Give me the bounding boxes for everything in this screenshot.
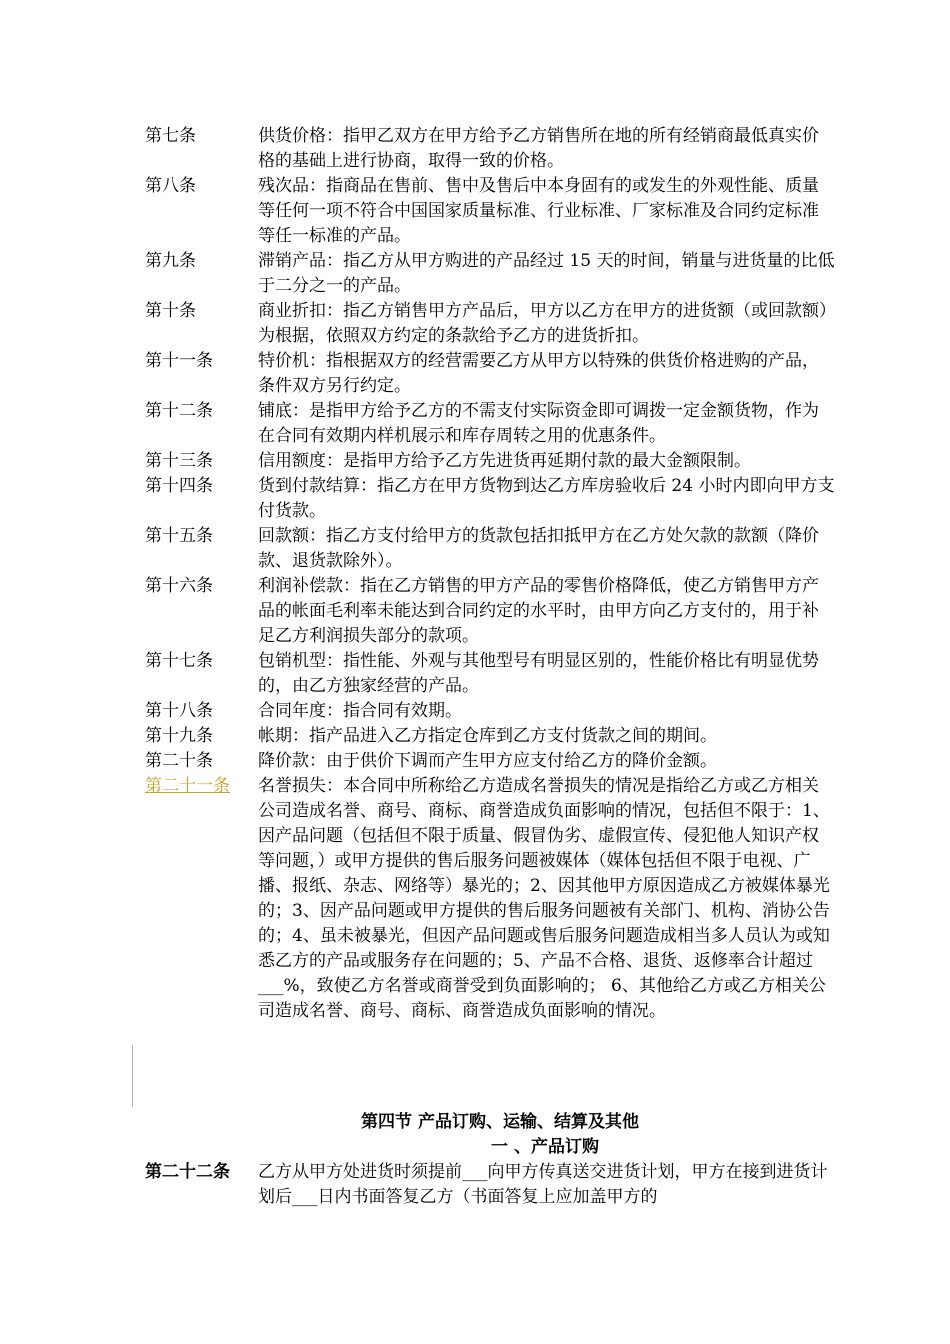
article-text: 乙方从甲方处进货时须提前___向甲方传真送交进货计划，甲方在接到进货计划后___日内书面答复乙方（书面答复上应加盖甲方的 — [258, 1162, 828, 1207]
article-text: 货到付款结算：指乙方在甲方货物到达乙方库房验收后 24 小时内即向甲方支付货款。 — [258, 476, 835, 521]
article-number: 第二十条 — [145, 751, 213, 771]
article-17 — [145, 649, 835, 699]
article-9 — [145, 249, 835, 299]
article-text: 滞销产品：指乙方从甲方购进的产品经过 15 天的时间，销量与进货量的比低于二分之一的产品。 — [258, 251, 835, 296]
article-7 — [145, 124, 835, 174]
article-number: 第八条 — [145, 176, 196, 196]
article-text: 降价款：由于供价下调而产生甲方应支付给乙方的降价金额。 — [258, 751, 717, 771]
article-8 — [145, 174, 835, 249]
article-11 — [145, 349, 835, 399]
section-four — [145, 1110, 835, 1210]
article-number: 第十五条 — [145, 526, 213, 546]
article-13 — [145, 449, 835, 474]
definitions-list — [145, 124, 835, 1024]
article-text: 回款额：指乙方支付给甲方的货款包括扣抵甲方在乙方处欠款的款额（降价款、退货款除外）。 — [258, 526, 819, 571]
article-22 — [145, 1160, 835, 1210]
article-21 — [145, 774, 835, 1024]
article-text: 铺底：是指甲方给予乙方的不需支付实际资金即可调拨一定金额货物，作为在合同有效期内样机展示和库存周转之用的优惠条件。 — [258, 401, 819, 446]
article-text: 帐期：指产品进入乙方指定仓库到乙方支付货款之间的期间。 — [258, 726, 717, 746]
article-18 — [145, 699, 835, 724]
article-number: 第十条 — [145, 301, 196, 321]
article-number-highlighted: 第二十一条 — [145, 776, 230, 796]
article-number: 第十四条 — [145, 476, 213, 496]
section-subtitle: 一 、产品订购 — [491, 1137, 599, 1157]
article-12 — [145, 399, 835, 449]
article-number: 第十三条 — [145, 451, 213, 471]
article-text: 商业折扣：指乙方销售甲方产品后，甲方以乙方在甲方的进货额（或回款额）为根据，依照双方约定的条款给予乙方的进货折扣。 — [258, 301, 828, 346]
article-text: 特价机：指根据双方的经营需要乙方从甲方以特殊的供货价格进购的产品，条件双方另行约定。 — [258, 351, 819, 396]
article-text: 合同年度：指合同有效期。 — [258, 701, 462, 721]
article-20 — [145, 749, 835, 774]
article-16 — [145, 574, 835, 649]
article-number: 第十二条 — [145, 401, 213, 421]
article-number: 第十八条 — [145, 701, 213, 721]
article-number: 第十六条 — [145, 576, 213, 596]
article-15 — [145, 524, 835, 574]
article-text: 信用额度：是指甲方给予乙方先进货再延期付款的最大金额限制。 — [258, 451, 751, 471]
article-text: 残次品：指商品在售前、售中及售后中本身固有的或发生的外观性能、质量等任何一项不符合中国国家质量标准、行业标准、厂家标准及合同约定标准等任一标准的产品。 — [258, 176, 819, 246]
article-number: 第九条 — [145, 251, 196, 271]
article-number: 第十七条 — [145, 651, 213, 671]
article-text: 利润补偿款：指在乙方销售的甲方产品的零售价格降低，使乙方销售甲方产品的帐面毛利率未能达到合同约定的水平时，由甲方向乙方支付的，用于补足乙方利润损失部分的款项。 — [258, 576, 819, 646]
article-number: 第二十二条 — [145, 1162, 230, 1182]
article-14 — [145, 474, 835, 524]
article-19 — [145, 724, 835, 749]
article-number: 第七条 — [145, 126, 196, 146]
article-10 — [145, 299, 835, 349]
article-text: 名誉损失：本合同中所称给乙方造成名誉损失的情况是指给乙方或乙方相关公司造成名誉、商号、商标、商誉造成负面影响的情况，包括但不限于：1、因产品问题（包括但不限于质量、假冒伪劣、虚假宣传、侵犯他人知识产权等问题，）或甲方提供的售后服务问题被媒体（媒体包括但不限于电视、广播、报纸、杂志、网络等）暴光的；2、因其他甲方原因造成乙方被媒体暴光的；3、因产品问题或甲方提供的售后服务问题被有关部门、机构、消协公告的；4、虽未被暴光，但因产品问题或售后服务问题造成相当多人员认为或知悉乙方的产品或服务存在问题的；5、产品不合格、退货、返修率合计超过___%，致使乙方名誉或商誉受到负面影响的； 6、其他给乙方或乙方相关公司造成名誉、商号、商标、商誉造成负面影响的情况。 — [258, 776, 830, 1021]
section-title: 第四节 产品订购、运输、结算及其他 — [361, 1112, 639, 1132]
article-number: 第十九条 — [145, 726, 213, 746]
article-number: 第十一条 — [145, 351, 213, 371]
article-text: 包销机型：指性能、外观与其他型号有明显区别的，性能价格比有明显优势的，由乙方独家经营的产品。 — [258, 651, 819, 696]
article-text: 供货价格：指甲乙双方在甲方给予乙方销售所在地的所有经销商最低真实价格的基础上进行协商，取得一致的价格。 — [258, 126, 819, 171]
margin-change-bar — [132, 1045, 133, 1107]
